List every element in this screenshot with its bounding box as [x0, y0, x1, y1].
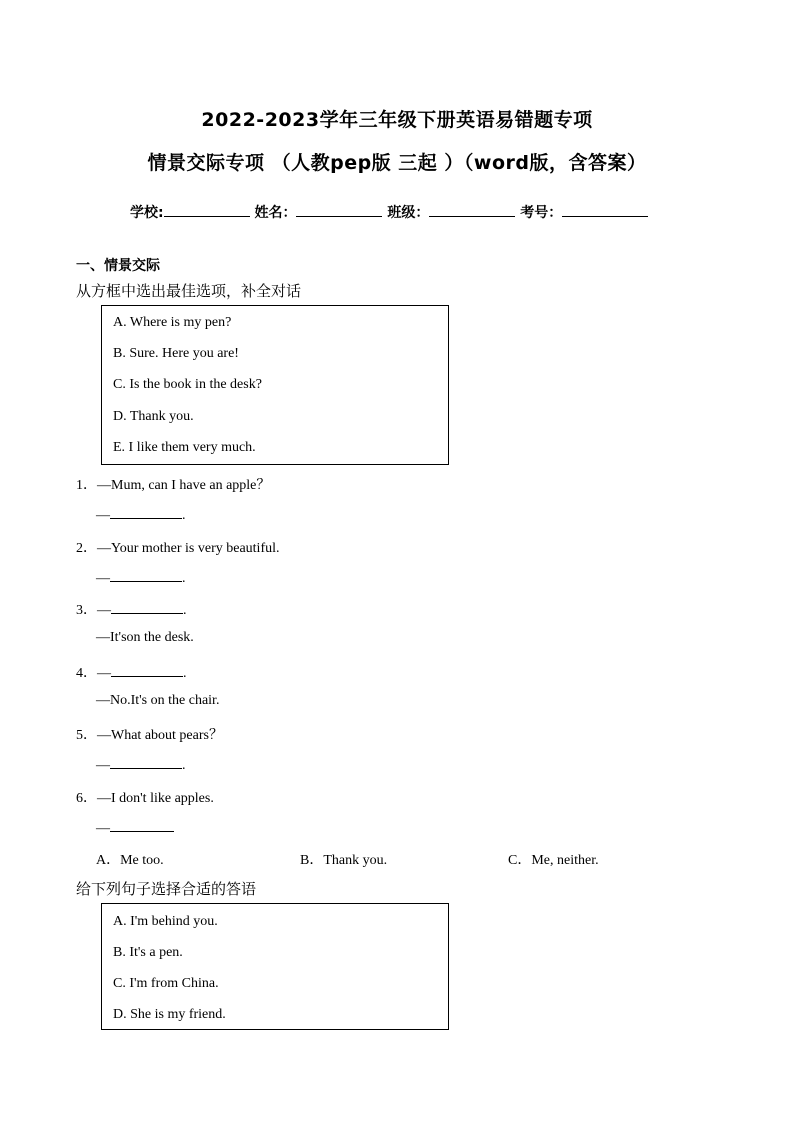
- name-label: 姓名：: [254, 205, 297, 221]
- question-line: —Mum, can I have an apple？: [97, 478, 271, 493]
- question-number: 3．: [76, 603, 97, 618]
- option-b: B. Sure. Here you are!: [113, 346, 239, 361]
- question-number: 5．: [76, 728, 97, 743]
- dash: —: [97, 603, 111, 618]
- reply-line-4: —No.It's on the chair.: [96, 693, 220, 708]
- answer-line-6: [96, 818, 174, 837]
- answer-blank-1[interactable]: [110, 505, 182, 519]
- dash: —: [96, 758, 110, 773]
- option-a: A. Where is my pen?: [113, 315, 232, 330]
- question-number: 1．: [76, 478, 97, 493]
- student-info-row: [130, 202, 648, 222]
- period: .: [182, 571, 186, 586]
- name-blank[interactable]: [296, 202, 382, 217]
- question-number: 4．: [76, 666, 97, 681]
- period: .: [182, 508, 186, 523]
- section1-instruction: 从方框中选出最佳选项，补全对话: [76, 282, 302, 300]
- answer-line-5: [96, 755, 186, 774]
- option-a: A. I'm behind you.: [113, 914, 218, 929]
- question-2: [76, 537, 280, 557]
- school-blank[interactable]: [164, 202, 250, 217]
- period: .: [183, 666, 187, 681]
- answer-blank-5[interactable]: [110, 755, 182, 769]
- page-subtitle: 情景交际专项 （人教pep版 三起 ）（word版，含答案）: [147, 152, 647, 174]
- question-5: [76, 724, 223, 744]
- question-line: —What about pears？: [97, 728, 223, 743]
- option-c: C. Is the book in the desk?: [113, 377, 262, 392]
- question-4: [76, 662, 187, 682]
- dash: —: [97, 666, 111, 681]
- period: .: [183, 603, 187, 618]
- answer-blank-2[interactable]: [110, 568, 182, 582]
- exam-number-blank[interactable]: [562, 202, 648, 217]
- choice-a[interactable]: A．Me too.: [96, 853, 164, 868]
- option-c: C. I'm from China.: [113, 976, 219, 991]
- class-label: 班级：: [387, 205, 430, 221]
- exam-number-label: 考号：: [520, 205, 563, 221]
- school-label: 学校:: [130, 205, 164, 221]
- option-d: D. Thank you.: [113, 409, 194, 424]
- answer-line-2: [96, 568, 186, 587]
- question-number: 2．: [76, 541, 97, 556]
- question-6: [76, 787, 214, 807]
- reply-line-3: —It'son the desk.: [96, 630, 194, 645]
- options-box-2: [101, 903, 449, 1030]
- dash: —: [96, 821, 110, 836]
- option-e: E. I like them very much.: [113, 440, 256, 455]
- class-blank[interactable]: [429, 202, 515, 217]
- period: .: [182, 758, 186, 773]
- page-title: 2022-2023学年三年级下册英语易错题专项: [201, 109, 593, 131]
- question-3: [76, 599, 187, 619]
- choice-b[interactable]: B．Thank you.: [300, 853, 388, 868]
- question-line: —I don't like apples.: [97, 791, 214, 806]
- section-heading: 一、情景交际: [76, 258, 160, 274]
- question-1: [76, 474, 270, 494]
- answer-blank-4[interactable]: [111, 663, 183, 677]
- answer-line-1: [96, 505, 186, 524]
- dash: —: [96, 571, 110, 586]
- question-line: —Your mother is very beautiful.: [97, 541, 280, 556]
- options-box: [101, 305, 449, 465]
- answer-blank-3[interactable]: [111, 600, 183, 614]
- option-d: D. She is my friend.: [113, 1007, 226, 1022]
- choice-c[interactable]: C．Me, neither.: [508, 853, 599, 868]
- option-b: B. It's a pen.: [113, 945, 183, 960]
- answer-blank-6[interactable]: [110, 818, 174, 832]
- dash: —: [96, 508, 110, 523]
- section2-instruction: 给下列句子选择合适的答语: [76, 880, 257, 898]
- question-number: 6．: [76, 791, 97, 806]
